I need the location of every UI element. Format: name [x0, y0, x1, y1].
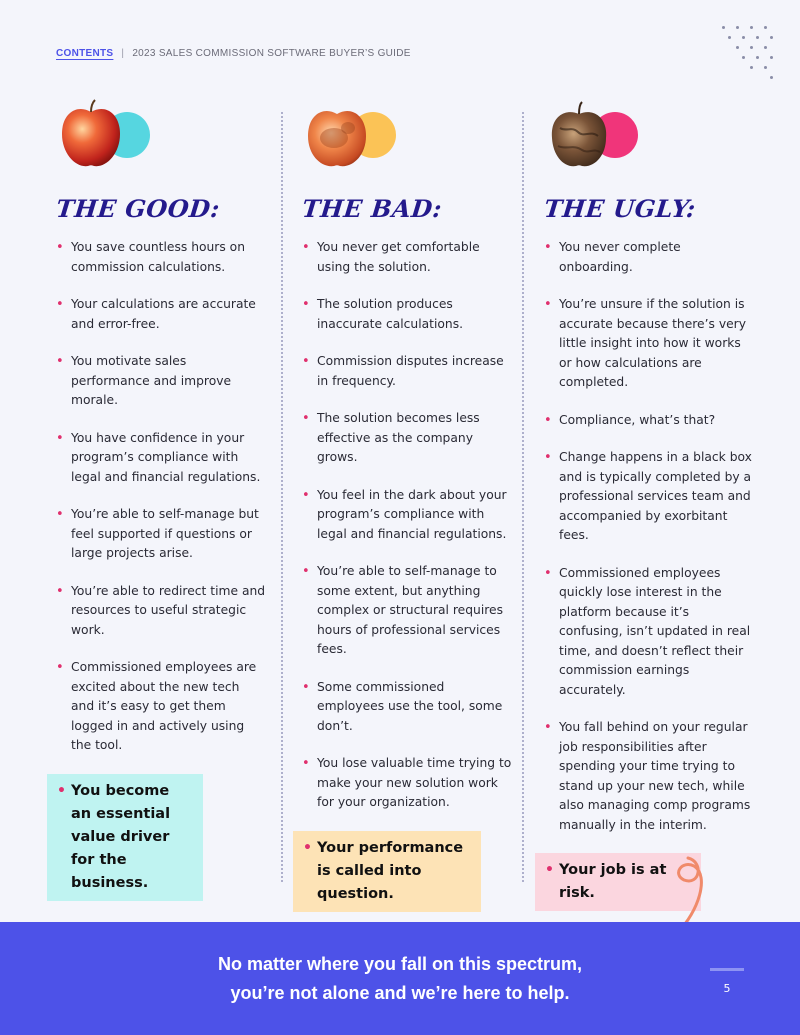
decorative-dots [718, 22, 782, 82]
list-item: • You feel in the dark about your program’s compliance with legal and financial regulations. [302, 486, 512, 545]
decorative-dot [728, 36, 731, 39]
good-callout: • You become an essential value driver for the business. [47, 774, 203, 901]
list-item: • Some commissioned employees use the tool, some don’t. [302, 678, 512, 737]
decorative-dot [742, 56, 745, 59]
bad-apple-illustration [302, 96, 402, 176]
footer-message-line1: No matter where you fall on this spectrum, [217, 953, 583, 974]
list-item: • You fall behind on your regular job responsibilities after spending your time trying to stand up your new tech, while also managing comp programs manually in the interim. [544, 718, 754, 835]
list-item: • You’re able to self-manage but feel supported if questions or large projects arise. [56, 505, 266, 564]
list-item: • You never get comfortable using the solution. [302, 238, 512, 277]
list-item: • You save countless hours on commission calculations. [56, 238, 266, 277]
list-item: • You never complete onboarding. [544, 238, 754, 277]
decorative-dot [770, 76, 773, 79]
guide-title: 2023 SALES COMMISSION SOFTWARE BUYER’S GUIDE [132, 48, 411, 59]
contents-link[interactable]: CONTENTS [56, 48, 114, 59]
list-item: • Commission disputes increase in frequency. [302, 352, 512, 391]
good-apple-illustration [56, 96, 156, 176]
column-divider [522, 112, 524, 882]
bad-callout: • Your performance is called into question. [293, 831, 481, 912]
decorative-dot [764, 26, 767, 29]
list-item: • Compliance, what’s that? [544, 411, 754, 431]
decorative-dot [764, 66, 767, 69]
list-item: • You’re unsure if the solution is accurate because there’s very little insight into how it works or how calculations are completed. [544, 295, 754, 393]
good-heading: THE GOOD: [54, 194, 222, 223]
list-item: • You lose valuable time trying to make your new solution work for your organization. [302, 754, 512, 813]
decorative-dot [736, 46, 739, 49]
list-item: • The solution becomes less effective as the company grows. [302, 409, 512, 468]
bruised-apple-icon [304, 98, 370, 170]
good-list [56, 238, 266, 756]
list-item: • Commissioned employees are excited about the new tech and it’s easy to get them logged in and actively using the tool. [56, 658, 266, 756]
decorative-dot [770, 56, 773, 59]
list-item: • You motivate sales performance and improve morale. [56, 352, 266, 411]
decorative-dot [722, 26, 725, 29]
decorative-dot [742, 36, 745, 39]
decorative-dot [750, 46, 753, 49]
ugly-callout: • Your job is at risk. [535, 853, 701, 911]
page-number: 5 [723, 982, 731, 995]
list-item: • You’re able to self-manage to some extent, but anything complex or structural requires hours of professional services fees. [302, 562, 512, 660]
ugly-list [544, 238, 754, 835]
ugly-heading: THE UGLY: [542, 194, 698, 223]
footer-message-line2: you’re not alone and we’re here to help. [230, 982, 570, 1003]
list-item: • The solution produces inaccurate calculations. [302, 295, 512, 334]
column-divider [281, 112, 283, 882]
column-bad [302, 96, 512, 912]
list-item: • Change happens in a black box and is typically completed by a professional services team and accompanied by exorbitant fees. [544, 448, 754, 546]
page-number-rule [710, 968, 744, 971]
list-item: • Your calculations are accurate and error-free. [56, 295, 266, 334]
list-item: • Commissioned employees quickly lose interest in the platform because it’s confusing, isn’t updated in real time, and doesn’t reflect their commission earnings accurately. [544, 564, 754, 701]
column-good [56, 96, 266, 901]
decorative-dot [756, 56, 759, 59]
decorative-dot [750, 26, 753, 29]
footer-banner [0, 922, 800, 1035]
column-ugly [544, 96, 754, 911]
rotten-apple-icon [546, 98, 612, 170]
ugly-apple-illustration [544, 96, 644, 176]
decorative-dot [756, 36, 759, 39]
header-separator: | [121, 48, 125, 59]
fresh-apple-icon [58, 98, 124, 170]
decorative-dot [764, 46, 767, 49]
decorative-dot [770, 36, 773, 39]
decorative-dot [750, 66, 753, 69]
bad-list [302, 238, 512, 813]
page-header [56, 48, 411, 59]
decorative-dot [736, 26, 739, 29]
list-item: • You have confidence in your program’s compliance with legal and financial regulations. [56, 429, 266, 488]
list-item: • You’re able to redirect time and resources to useful strategic work. [56, 582, 266, 641]
bad-heading: THE BAD: [300, 194, 444, 223]
